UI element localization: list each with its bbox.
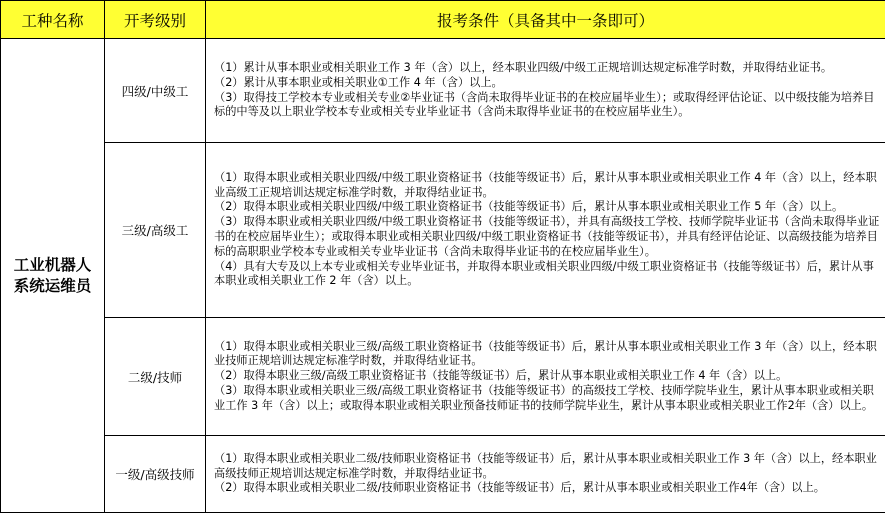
level-cell: 二级/技师 [105,318,206,436]
condition-item: （3）取得技工学校本专业或相关专业②毕业证书（含尚未取得毕业证书的在校应届毕业生）；或取得经评估论证、以中级技能为培养目标的中等及以上职业学校本专业或相关专业毕业证书（含尚未取得毕业证书的在校应届毕业生）。 [214,90,875,119]
conditions-cell [206,143,885,318]
condition-item: （1）取得本职业或相关职业二级/技师职业资格证书（技能等级证书）后，累计从事本职业或相关职业工作 3 年（含）以上，经本职业高级技师正规培训达规定标准学时数，并取得结业证书。 [214,451,877,480]
conditions-cell [206,39,885,143]
condition-item: （2）取得本职业或相关职业四级/中级工职业资格证书（技能等级证书）后，累计从事本职业或相关职业工作 5 年（含）以上。 [214,200,844,214]
condition-item: （2）累计从事本职业或相关职业①工作 4 年（含）以上。 [214,75,503,89]
table-row [1,143,885,318]
header-conditions: 报考条件（具备其中一条即可） [206,1,885,39]
level-cell: 四级/中级工 [105,39,206,143]
work-type-line: 工业机器人 [13,255,92,274]
condition-item: （3）取得本职业或相关职业三级/高级工职业资格证书（技能等级证书）的高级技工学校、技师学院毕业生，累计从事本职业或相关职业工作 3 年（含）以上；或取得本职业或相关职业预备技师证书的技师学院毕业生，累计从事本职业或相关职业工作2年（含）以上。 [214,383,874,412]
table-row [1,39,885,143]
condition-item: （3）取得本职业或相关职业四级/中级工职业资格证书（技能等级证书），并具有高级技工学校、技师学院毕业证书（含尚未取得毕业证书的在校应届毕业生）；或取得本职业或相关职业四级/中级工职业资格证书（技能等级证书），并具有经评估论证、以高级技能为培养目标的高职职业学校本专业或相关专业毕业证书（含尚未取得毕业证书的在校应届毕业生）。 [214,215,880,258]
header-work-type: 工种名称 [1,1,105,39]
condition-item: （4）具有大专及以上本专业或相关专业毕业证书，并取得本职业或相关职业四级/中级工职业资格证书（技能等级证书）后，累计从事本职业或相关职业工作 2 年（含）以上。 [214,259,874,288]
conditions-cell [206,436,885,513]
work-type-line: 系统运维员 [13,276,92,295]
table-row [1,436,885,513]
condition-item: （2）取得本职业或相关职业二级/技师职业资格证书（技能等级证书）后，累计从事本职业或相关职业工作4年（含）以上。 [214,481,825,495]
condition-item: （1）取得本职业或相关职业四级/中级工职业资格证书（技能等级证书）后，累计从事本职业或相关职业工作 4 年（含）以上，经本职业高级工正规培训达规定标准学时数，并取得结业证书。 [214,170,877,199]
condition-item: （1）累计从事本职业或相关职业工作 3 年（含）以上，经本职业四级/中级工正规培训达规定标准学时数，并取得结业证书。 [214,60,833,74]
conditions-cell [206,318,885,436]
header-level: 开考级别 [105,1,206,39]
table-row [1,318,885,436]
work-type-cell [1,39,105,513]
level-cell: 三级/高级工 [105,143,206,318]
level-cell: 一级/高级技师 [105,436,206,513]
condition-item: （2）取得本职业三级/高级工职业资格证书（技能等级证书）后，累计从事本职业或相关职业工作 4 年（含）以上。 [214,369,788,383]
header-row [1,1,885,39]
condition-item: （1）取得本职业或相关职业三级/高级工职业资格证书（技能等级证书）后，累计从事本职业或相关职业工作 3 年（含）以上，经本职业技师正规培训达规定标准学时数，并取得结业证书。 [214,339,877,368]
